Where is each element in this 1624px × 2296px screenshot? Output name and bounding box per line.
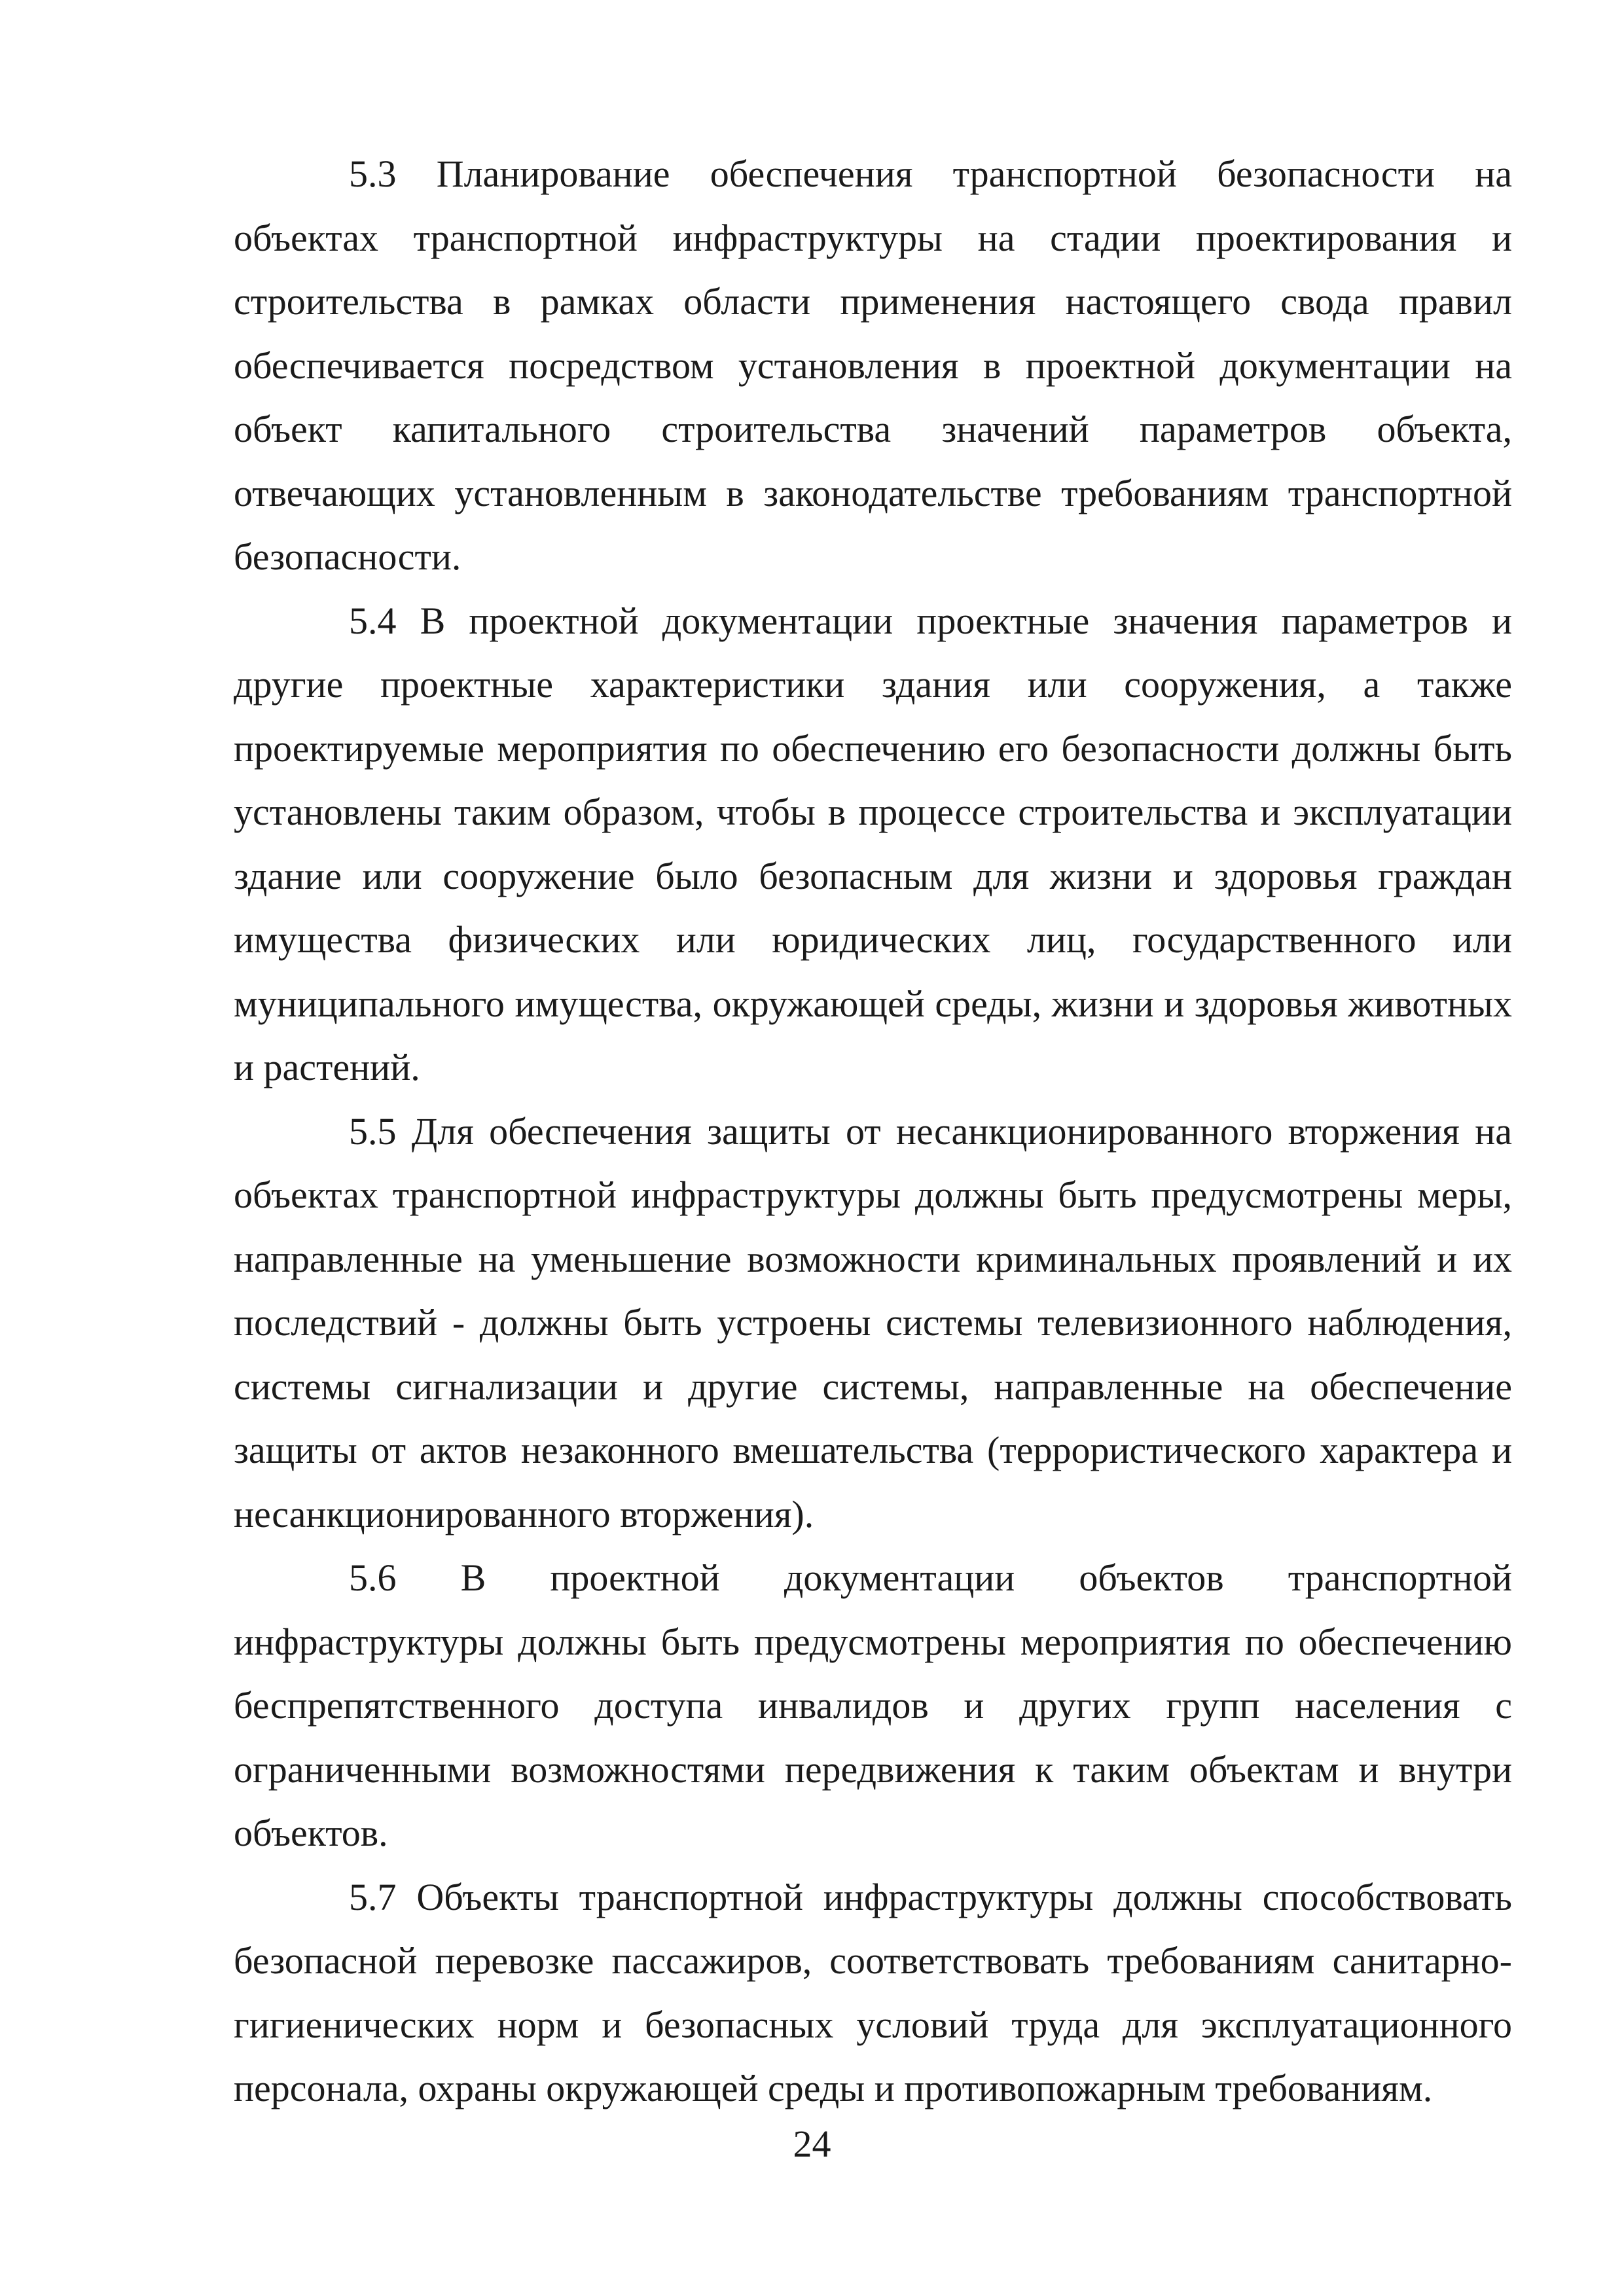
- paragraph-5-3: 5.3 Планирование обеспечения транспортной безопасности на объектах транспортной инфраструктуры на стадии проектирования и строительства в рамках области применения настоящего свода правил обеспечивается посредством установления в проектной документации на объект капитального строительства значений параметров объекта, отвечающих установленным в законодательстве требованиям транспортной безопасности.: [234, 152, 1512, 578]
- body-text: [234, 142, 1512, 2121]
- paragraph-5-7: 5.7 Объекты транспортной инфраструктуры должны способствовать безопасной перевозке пассажиров, соответствовать требованиям санитарно-гигиенических норм и безопасных условий труда для эксплуатационного персонала, охраны окружающей среды и противопожарным требованиям.: [234, 1875, 1512, 2109]
- paragraph-5-4: 5.4 В проектной документации проектные значения параметров и другие проектные характеристики здания или сооружения, а также проектируемые мероприятия по обеспечению его безопасности должны быть установлены таким образом, чтобы в процессе строительства и эксплуатации здание или сооружение было безопасным для жизни и здоровья граждан имущества физических или юридических лиц, государственного или муниципального имущества, окружающей среды, жизни и здоровья животных и растений.: [234, 599, 1512, 1088]
- page-number: 24: [793, 2123, 831, 2165]
- paragraph-5-5: 5.5 Для обеспечения защиты от несанкционированного вторжения на объектах транспортной инфраструктуры должны быть предусмотрены меры, направленные на уменьшение возможности криминальных проявлений и их последствий - должны быть устроены системы телевизионного наблюдения, системы сигнализации и другие системы, направленные на обеспечение защиты от актов незаконного вмешательства (террористического характера и несанкционированного вторжения).: [234, 1109, 1512, 1535]
- paragraph-5-6: 5.6 В проектной документации объектов транспортной инфраструктуры должны быть предусмотрены мероприятия по обеспечению беспрепятственного доступа инвалидов и других групп населения с ограниченными возможностями передвижения к таким объектам и внутри объектов.: [234, 1556, 1512, 1854]
